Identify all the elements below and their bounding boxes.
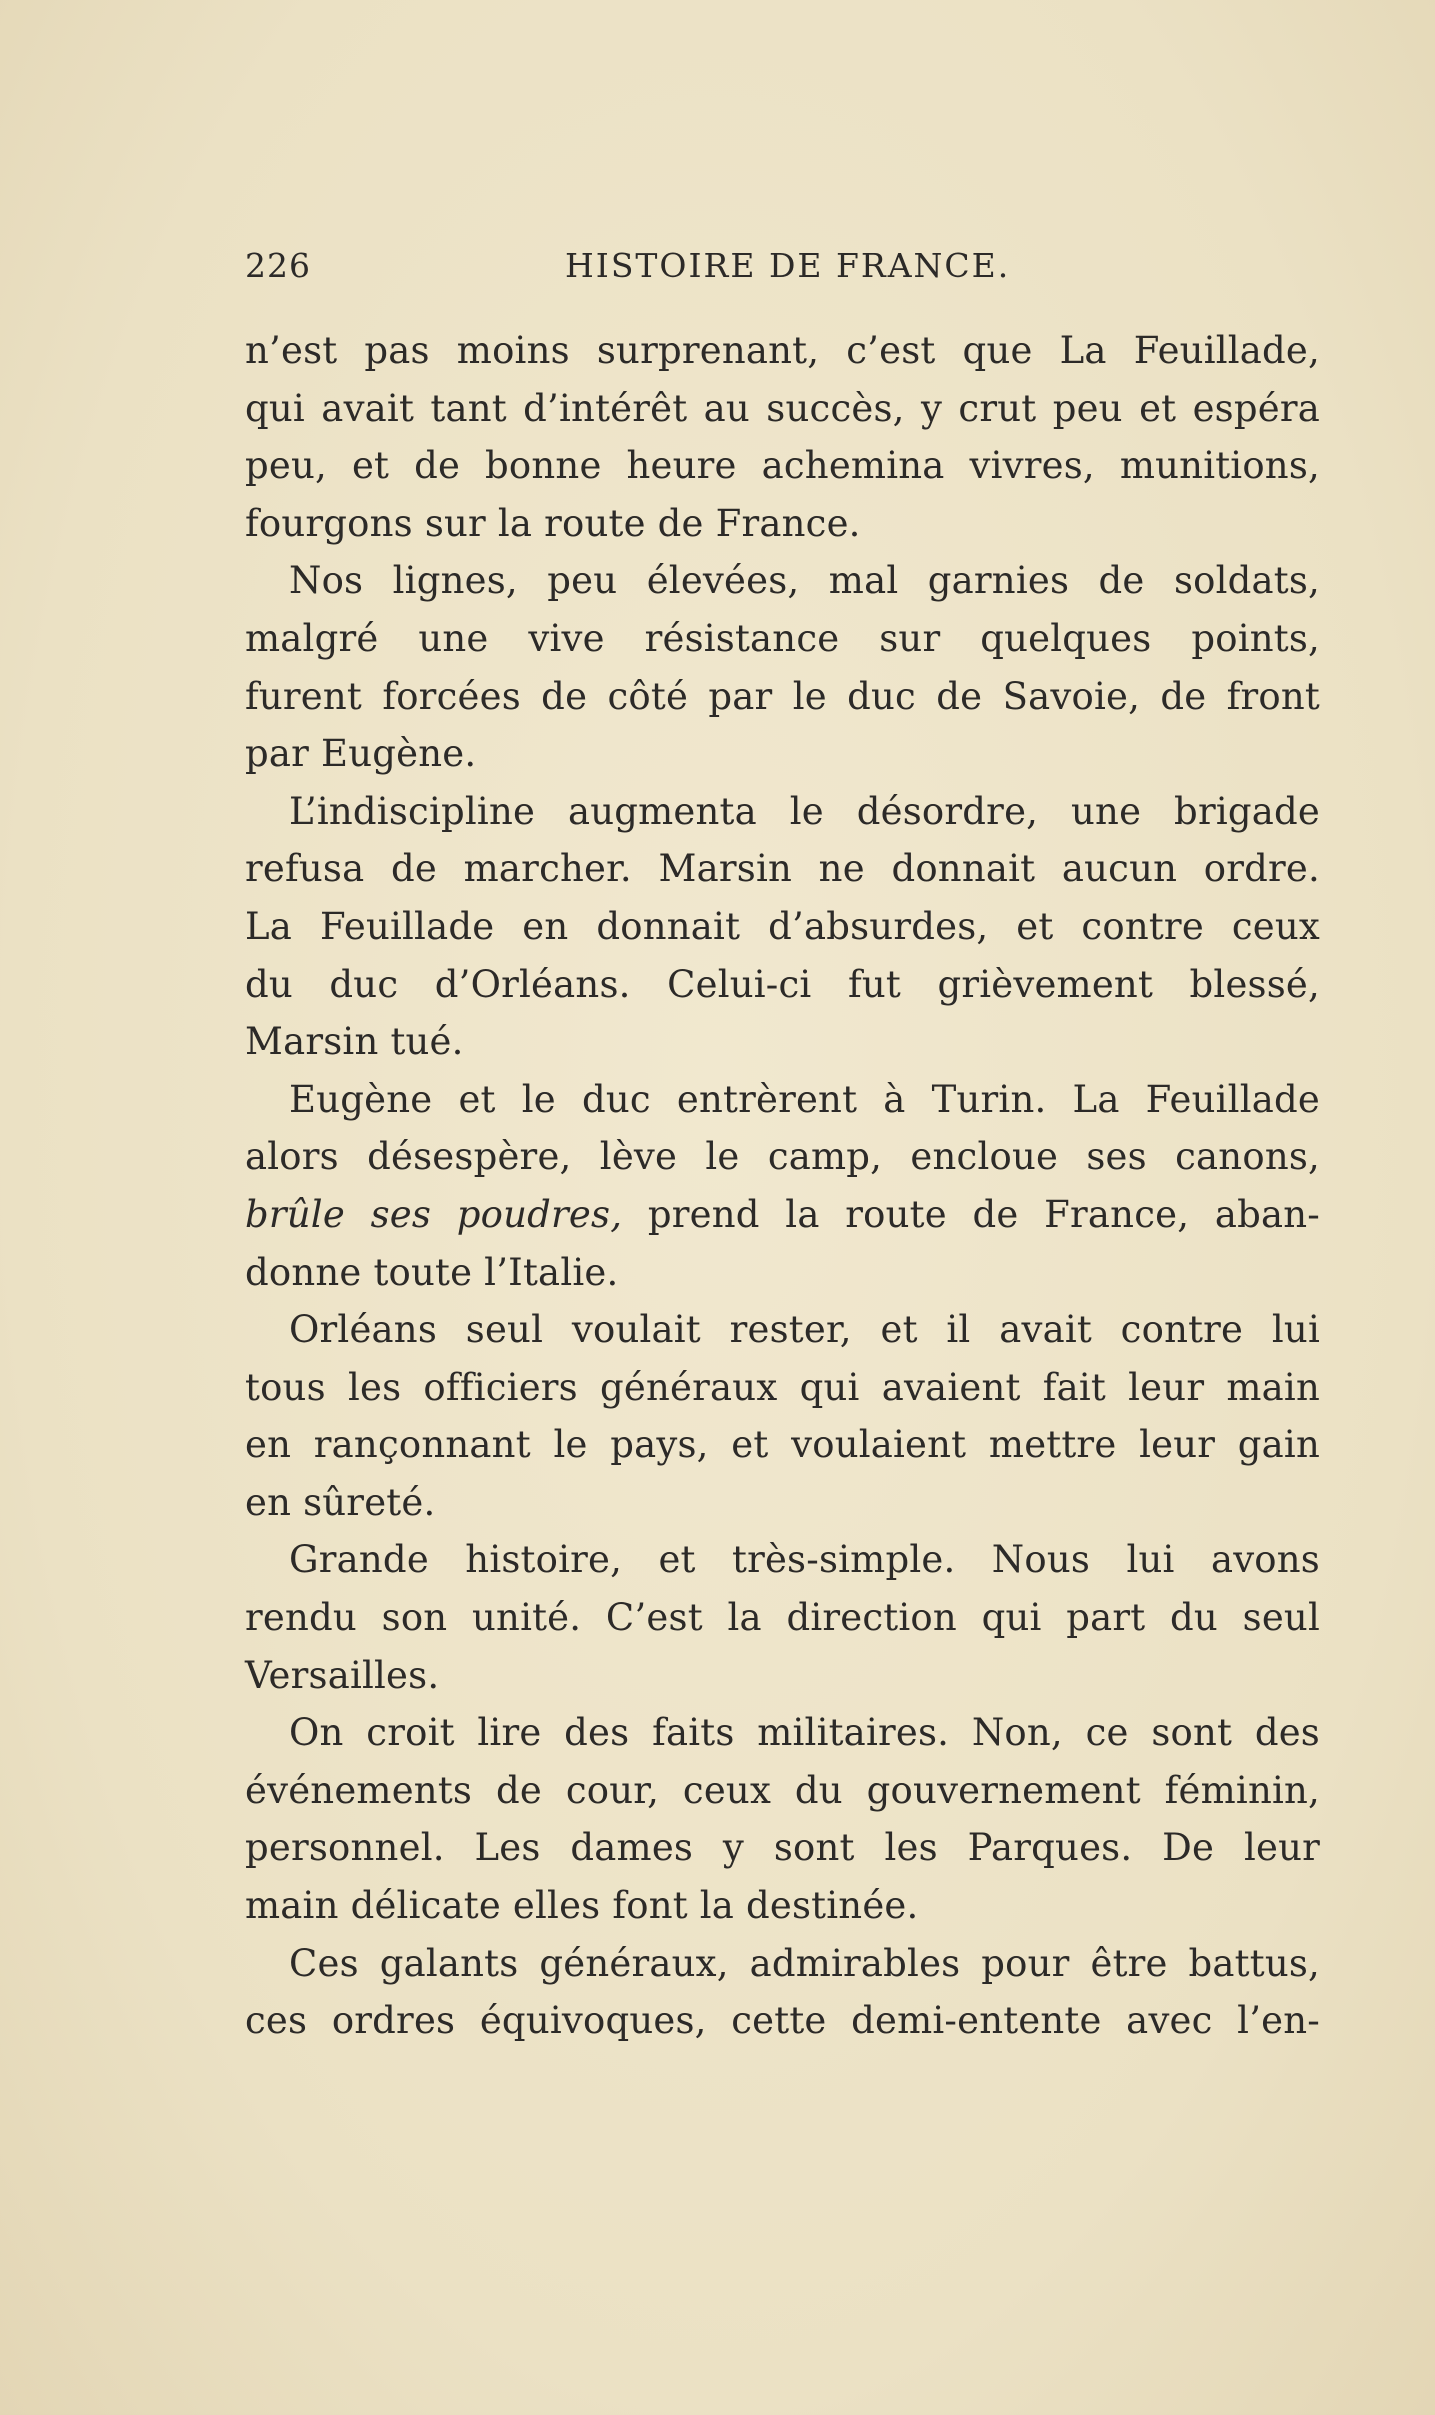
text-line: rendu son unité. C’est la direction qui part du seul <box>245 1596 1320 1640</box>
text-line: refusa de marcher. Marsin ne donnait aucun ordre. <box>245 847 1320 891</box>
text-line: L’indiscipline augmenta le désordre, une brigade <box>289 789 1320 833</box>
text-line: événements de cour, ceux du gouvernement féminin, <box>245 1768 1320 1812</box>
text-line <box>245 1186 1320 1244</box>
text-line: Grande histoire, et très-simple. Nous lui avons <box>289 1538 1320 1582</box>
body-text <box>245 322 1320 2050</box>
text-line: peu, et de bonne heure achemina vivres, munitions, <box>245 444 1320 488</box>
text-line: n’est pas moins surprenant, c’est que La Feuillade, <box>245 329 1320 372</box>
text-line-rest: prend la route de France, aban- <box>622 1192 1321 1236</box>
text-line: personnel. Les dames y sont les Parques. De leur <box>245 1826 1320 1870</box>
text-line: alors désespère, lève le camp, encloue ses canons, <box>245 1135 1320 1179</box>
italic-phrase: brûle ses poudres, <box>245 1192 623 1236</box>
text-line: donne toute l’Italie. <box>245 1250 619 1294</box>
text-line: Marsin tué. <box>245 1020 464 1064</box>
text-line: furent forcées de côté par le duc de Savoie, de front <box>245 674 1320 718</box>
text-line: du duc d’Orléans. Celui-ci fut grièvement blessé, <box>245 962 1320 1006</box>
text-line: Ces galants généraux, admirables pour être battus, <box>289 1941 1320 1985</box>
text-line: tous les officiers généraux qui avaient fait leur main <box>245 1365 1320 1409</box>
text-line: en sûreté. <box>245 1480 436 1524</box>
text-line: main délicate elles font la destinée. <box>245 1884 919 1928</box>
text-line: qui avait tant d’intérêt au succès, y crut peu et espéra <box>245 386 1320 430</box>
text-line: Nos lignes, peu élevées, mal garnies de soldats, <box>289 559 1320 603</box>
text-line: par Eugène. <box>245 732 477 776</box>
page-header <box>245 246 1245 296</box>
text-line: en rançonnant le pays, et voulaient mettre leur gain <box>245 1423 1320 1467</box>
text-line: Eugène et le duc entrèrent à Turin. La Feuillade <box>289 1077 1320 1121</box>
text-line: La Feuillade en donnait d’absurdes, et contre ceux <box>245 904 1320 948</box>
text-line: Versailles. <box>245 1653 440 1697</box>
running-title: HISTOIRE DE FRANCE. <box>565 246 1011 285</box>
text-line: malgré une vive résistance sur quelques points, <box>245 616 1320 660</box>
page-number: 226 <box>245 246 311 285</box>
text-line: On croit lire des faits militaires. Non, ce sont des <box>289 1711 1320 1755</box>
text-line: ces ordres équivoques, cette demi-entente avec l’en- <box>245 1999 1320 2043</box>
text-line: Orléans seul voulait rester, et il avait contre lui <box>289 1308 1320 1352</box>
text-line: fourgons sur la route de France. <box>245 501 861 545</box>
